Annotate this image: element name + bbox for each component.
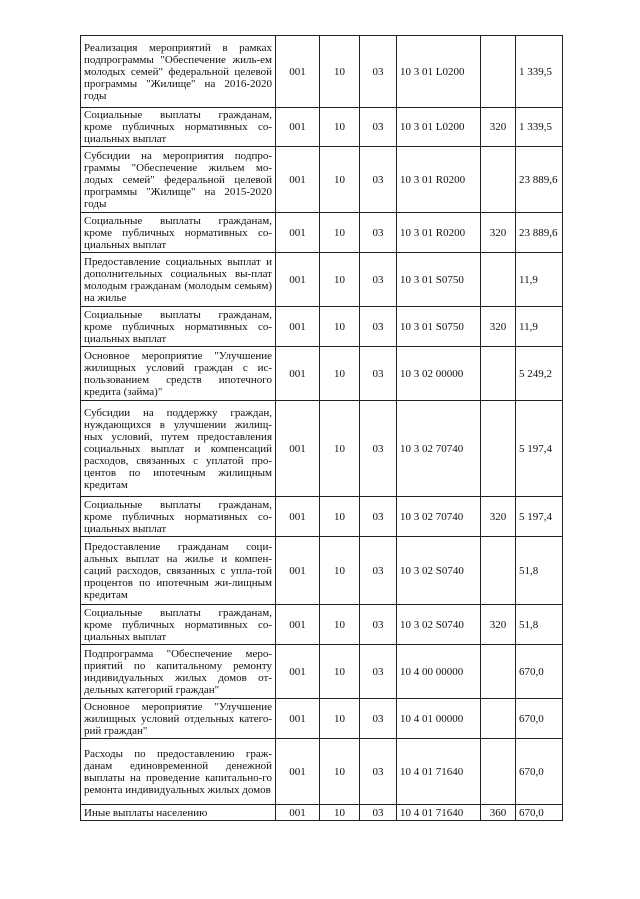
expense-type-code-cell bbox=[481, 253, 516, 307]
table-row bbox=[81, 108, 563, 147]
amount-cell: 670,0 bbox=[516, 699, 563, 739]
amount-cell: 670,0 bbox=[516, 645, 563, 699]
expense-name-cell: Предоставление гражданам соци-альных выплат на жилье и компен-саций расходов, связанных с упла-той процентов по ипотечным жи-лищным кредитам bbox=[81, 537, 276, 605]
table-row bbox=[81, 739, 563, 805]
ministry-code-cell: 001 bbox=[276, 401, 320, 497]
ministry-code-cell: 001 bbox=[276, 347, 320, 401]
expense-type-code-cell bbox=[481, 347, 516, 401]
table-row bbox=[81, 213, 563, 253]
expense-type-code-cell: 320 bbox=[481, 108, 516, 147]
amount-cell: 23 889,6 bbox=[516, 213, 563, 253]
target-article-code-cell: 10 3 02 S0740 bbox=[397, 605, 481, 645]
expense-name-cell: Социальные выплаты гражданам, кроме публичных нормативных со-циальных выплат bbox=[81, 307, 276, 347]
expense-type-code-cell bbox=[481, 699, 516, 739]
ministry-code-cell: 001 bbox=[276, 537, 320, 605]
expense-type-code-cell bbox=[481, 739, 516, 805]
section-code-cell: 10 bbox=[320, 253, 360, 307]
section-code-cell: 10 bbox=[320, 537, 360, 605]
amount-cell: 670,0 bbox=[516, 805, 563, 821]
expense-type-code-cell bbox=[481, 147, 516, 213]
expense-name-cell: Предоставление социальных выплат и дополнительных социальных вы-плат молодым гражданам (молодым семьям) на жилье bbox=[81, 253, 276, 307]
expense-name-cell: Социальные выплаты гражданам, кроме публичных нормативных со-циальных выплат bbox=[81, 605, 276, 645]
expense-type-code-cell bbox=[481, 645, 516, 699]
expense-name-cell: Субсидии на мероприятия подпро-граммы "Обеспечение жильем мо-лодых семей" федеральной целевой программы "Жилище" на 2015-2020 годы bbox=[81, 147, 276, 213]
ministry-code-cell: 001 bbox=[276, 307, 320, 347]
target-article-code-cell: 10 4 01 71640 bbox=[397, 805, 481, 821]
subsection-code-cell: 03 bbox=[360, 497, 397, 537]
subsection-code-cell: 03 bbox=[360, 347, 397, 401]
expense-name-cell: Подпрограмма "Обеспечение меро-приятий по капитальному ремонту индивидуальных жилых домов от-дельных категорий граждан" bbox=[81, 645, 276, 699]
expense-type-code-cell: 360 bbox=[481, 805, 516, 821]
expense-name-cell: Субсидии на поддержку граждан, нуждающихся в улучшении жилищ-ных условий, путем предоставления социальных выплат и компенсаций расходов, связанных с уплатой про-центов по ипотечным жилищным кредитам bbox=[81, 401, 276, 497]
amount-cell: 5 249,2 bbox=[516, 347, 563, 401]
expense-name-cell: Расходы по предоставлению граж-данам единовременной денежной выплаты на проведение капитально-го ремонта индивидуальных жилых домов bbox=[81, 739, 276, 805]
table-row bbox=[81, 347, 563, 401]
expense-type-code-cell: 320 bbox=[481, 497, 516, 537]
target-article-code-cell: 10 3 01 R0200 bbox=[397, 147, 481, 213]
amount-cell: 51,8 bbox=[516, 605, 563, 645]
expense-name-cell: Реализация мероприятий в рамках подпрограммы "Обеспечение жиль-ем молодых семей" федеральной целевой программы "Жилище" на 2016-2020 годы bbox=[81, 36, 276, 108]
ministry-code-cell: 001 bbox=[276, 739, 320, 805]
subsection-code-cell: 03 bbox=[360, 645, 397, 699]
section-code-cell: 10 bbox=[320, 605, 360, 645]
ministry-code-cell: 001 bbox=[276, 253, 320, 307]
amount-cell: 1 339,5 bbox=[516, 36, 563, 108]
table-row bbox=[81, 645, 563, 699]
subsection-code-cell: 03 bbox=[360, 537, 397, 605]
table-row bbox=[81, 147, 563, 213]
section-code-cell: 10 bbox=[320, 739, 360, 805]
target-article-code-cell: 10 4 00 00000 bbox=[397, 645, 481, 699]
amount-cell: 1 339,5 bbox=[516, 108, 563, 147]
ministry-code-cell: 001 bbox=[276, 645, 320, 699]
table-row bbox=[81, 36, 563, 108]
target-article-code-cell: 10 3 01 S0750 bbox=[397, 253, 481, 307]
target-article-code-cell: 10 3 01 L0200 bbox=[397, 108, 481, 147]
amount-cell: 23 889,6 bbox=[516, 147, 563, 213]
expense-type-code-cell: 320 bbox=[481, 213, 516, 253]
ministry-code-cell: 001 bbox=[276, 699, 320, 739]
section-code-cell: 10 bbox=[320, 645, 360, 699]
ministry-code-cell: 001 bbox=[276, 213, 320, 253]
section-code-cell: 10 bbox=[320, 401, 360, 497]
table-body bbox=[81, 36, 563, 821]
section-code-cell: 10 bbox=[320, 213, 360, 253]
expense-name-cell: Социальные выплаты гражданам, кроме публичных нормативных со-циальных выплат bbox=[81, 108, 276, 147]
expense-name-cell: Основное мероприятие "Улучшение жилищных условий отдельных катего-рий граждан" bbox=[81, 699, 276, 739]
section-code-cell: 10 bbox=[320, 497, 360, 537]
section-code-cell: 10 bbox=[320, 307, 360, 347]
subsection-code-cell: 03 bbox=[360, 699, 397, 739]
expense-name-cell: Социальные выплаты гражданам, кроме публичных нормативных со-циальных выплат bbox=[81, 497, 276, 537]
target-article-code-cell: 10 3 02 70740 bbox=[397, 497, 481, 537]
expense-name-cell: Иные выплаты населению bbox=[81, 805, 276, 821]
target-article-code-cell: 10 3 01 R0200 bbox=[397, 213, 481, 253]
subsection-code-cell: 03 bbox=[360, 307, 397, 347]
table-row bbox=[81, 307, 563, 347]
subsection-code-cell: 03 bbox=[360, 401, 397, 497]
ministry-code-cell: 001 bbox=[276, 497, 320, 537]
table-row bbox=[81, 605, 563, 645]
table-row bbox=[81, 537, 563, 605]
ministry-code-cell: 001 bbox=[276, 805, 320, 821]
section-code-cell: 10 bbox=[320, 108, 360, 147]
table-row bbox=[81, 253, 563, 307]
subsection-code-cell: 03 bbox=[360, 739, 397, 805]
amount-cell: 11,9 bbox=[516, 253, 563, 307]
subsection-code-cell: 03 bbox=[360, 108, 397, 147]
subsection-code-cell: 03 bbox=[360, 36, 397, 108]
subsection-code-cell: 03 bbox=[360, 805, 397, 821]
subsection-code-cell: 03 bbox=[360, 147, 397, 213]
amount-cell: 51,8 bbox=[516, 537, 563, 605]
expense-name-cell: Социальные выплаты гражданам, кроме публичных нормативных со-циальных выплат bbox=[81, 213, 276, 253]
ministry-code-cell: 001 bbox=[276, 605, 320, 645]
subsection-code-cell: 03 bbox=[360, 605, 397, 645]
expense-type-code-cell bbox=[481, 537, 516, 605]
target-article-code-cell: 10 3 01 S0750 bbox=[397, 307, 481, 347]
target-article-code-cell: 10 4 01 00000 bbox=[397, 699, 481, 739]
table-row bbox=[81, 401, 563, 497]
ministry-code-cell: 001 bbox=[276, 147, 320, 213]
section-code-cell: 10 bbox=[320, 36, 360, 108]
expense-type-code-cell: 320 bbox=[481, 307, 516, 347]
amount-cell: 11,9 bbox=[516, 307, 563, 347]
table-row bbox=[81, 497, 563, 537]
expense-type-code-cell bbox=[481, 36, 516, 108]
target-article-code-cell: 10 3 02 00000 bbox=[397, 347, 481, 401]
budget-table bbox=[80, 35, 563, 821]
section-code-cell: 10 bbox=[320, 805, 360, 821]
target-article-code-cell: 10 3 01 L0200 bbox=[397, 36, 481, 108]
ministry-code-cell: 001 bbox=[276, 108, 320, 147]
subsection-code-cell: 03 bbox=[360, 213, 397, 253]
target-article-code-cell: 10 3 02 70740 bbox=[397, 401, 481, 497]
subsection-code-cell: 03 bbox=[360, 253, 397, 307]
table-row bbox=[81, 699, 563, 739]
expense-type-code-cell: 320 bbox=[481, 605, 516, 645]
target-article-code-cell: 10 3 02 S0740 bbox=[397, 537, 481, 605]
expense-type-code-cell bbox=[481, 401, 516, 497]
amount-cell: 5 197,4 bbox=[516, 497, 563, 537]
ministry-code-cell: 001 bbox=[276, 36, 320, 108]
section-code-cell: 10 bbox=[320, 147, 360, 213]
section-code-cell: 10 bbox=[320, 699, 360, 739]
expense-name-cell: Основное мероприятие "Улучшение жилищных условий граждан с ис-пользованием средств ипотечного кредита (займа)" bbox=[81, 347, 276, 401]
target-article-code-cell: 10 4 01 71640 bbox=[397, 739, 481, 805]
amount-cell: 670,0 bbox=[516, 739, 563, 805]
section-code-cell: 10 bbox=[320, 347, 360, 401]
table-row bbox=[81, 805, 563, 821]
amount-cell: 5 197,4 bbox=[516, 401, 563, 497]
